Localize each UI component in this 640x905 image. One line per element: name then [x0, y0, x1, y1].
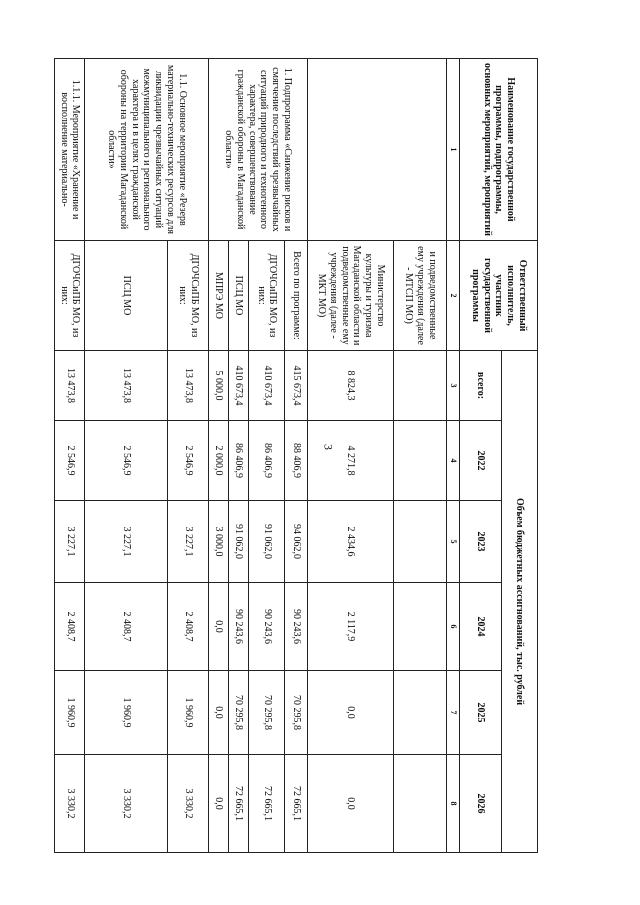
row-total: 410 673,4 [249, 351, 285, 421]
row-value: 2 117,9 [307, 583, 394, 671]
row-value: 2 408,7 [168, 583, 208, 671]
row-value: 90 243,6 [249, 583, 285, 671]
row-value: 70 295,8 [285, 671, 307, 755]
column-number: 8 [447, 755, 460, 853]
row-value [394, 501, 447, 583]
row-value: 2 546,9 [55, 421, 85, 501]
header-responsible: Ответственный исполнитель, участник государственной программы [460, 241, 538, 351]
row-value: 3 227,1 [168, 501, 208, 583]
row-value: 0,0 [208, 583, 228, 671]
row-responsible: Всего по программе: [285, 241, 307, 351]
row-value: 3 330,2 [55, 755, 85, 853]
row-total: 410 673,4 [228, 351, 248, 421]
row-name [307, 59, 446, 241]
row-name: 1. Подпрограмма «Снижение рисков и смягчение последствий чрезвычайных ситуаций природного и техногенного характера, совершенствование гражданской обороны в Магаданской области» [208, 59, 307, 241]
column-number: 1 [447, 59, 460, 241]
row-value: 70 295,8 [228, 671, 248, 755]
row-value: 91 062,0 [249, 501, 285, 583]
row-total: 8 824,3 [307, 351, 394, 421]
row-value: 3 330,2 [168, 755, 208, 853]
row-responsible: Министерство культуры и туризма Магаданской области и подведомственные ему учреждения (далее - МКТ МО) [307, 241, 394, 351]
row-value: 0,0 [208, 671, 228, 755]
column-number: 4 [447, 421, 460, 501]
row-value: 2 546,9 [168, 421, 208, 501]
table-row [285, 59, 307, 853]
row-value: 3 000,0 [208, 501, 228, 583]
row-value: 86 406,9 [228, 421, 248, 501]
row-name: 1.1. Основное мероприятие «Резерв материально-технических ресурсов для ликвидации чрезвычайных ситуаций межмуниципального и регионального характера и в целях гражданской обороны на территории Магаданской области» [85, 59, 208, 241]
row-responsible: ПСЦ МО [85, 241, 168, 351]
table-row [168, 59, 208, 853]
column-number: 5 [447, 501, 460, 583]
header-total: всего: [460, 351, 502, 421]
header-year: 2023 [460, 501, 502, 583]
row-value: 2 000,0 [208, 421, 228, 501]
header-year: 2022 [460, 421, 502, 501]
table-row [55, 59, 85, 853]
row-total: 415 673,4 [285, 351, 307, 421]
column-number: 2 [447, 241, 460, 351]
row-value: 91 062,0 [228, 501, 248, 583]
row-responsible: ПСЦ МО [228, 241, 248, 351]
table-row [394, 59, 447, 853]
row-responsible: ДГОЧСиПБ МО, из них: [55, 241, 85, 351]
row-value: 2 408,7 [55, 583, 85, 671]
header-year: 2025 [460, 671, 502, 755]
row-value: 2 434,6 [307, 501, 394, 583]
row-value [394, 583, 447, 671]
row-value: 2 546,9 [85, 421, 168, 501]
row-value: 72 665,1 [228, 755, 248, 853]
row-value: 3 227,1 [85, 501, 168, 583]
column-number: 7 [447, 671, 460, 755]
page-number: 3 [321, 444, 336, 450]
row-value: 72 665,1 [285, 755, 307, 853]
row-total: 5 000,0 [208, 351, 228, 421]
row-value: 0,0 [307, 671, 394, 755]
row-value: 4 271,8 [307, 421, 394, 501]
column-number: 3 [447, 351, 460, 421]
row-value [394, 421, 447, 501]
row-value: 3 330,2 [85, 755, 168, 853]
row-responsible: МПРЭ МО [208, 241, 228, 351]
row-value: 90 243,6 [228, 583, 248, 671]
row-total: 13 473,8 [168, 351, 208, 421]
row-value: 3 227,1 [55, 501, 85, 583]
row-value: 0,0 [208, 755, 228, 853]
row-name: 1.1.1. Мероприятие «Хранение и восполнение материально- [55, 59, 85, 241]
header-name: Наименование государственной программы, подпрограммы, основных мероприятий, мероприятий [460, 59, 538, 241]
column-number: 6 [447, 583, 460, 671]
row-value: 0,0 [307, 755, 394, 853]
row-value: 1 960,9 [168, 671, 208, 755]
header-budget: Объем бюджетных ассигнований, тыс. рублей [502, 351, 538, 853]
header-year: 2024 [460, 583, 502, 671]
row-total: 13 473,8 [55, 351, 85, 421]
row-value [394, 671, 447, 755]
row-value: 70 295,8 [249, 671, 285, 755]
row-value [394, 755, 447, 853]
header-year: 2026 [460, 755, 502, 853]
rotated-table-container [54, 58, 538, 852]
row-total: 13 473,8 [85, 351, 168, 421]
row-value: 94 062,0 [285, 501, 307, 583]
row-value: 1 960,9 [85, 671, 168, 755]
row-value: 90 243,6 [285, 583, 307, 671]
budget-table [54, 58, 538, 853]
row-value: 88 406,9 [285, 421, 307, 501]
row-value: 1 960,9 [55, 671, 85, 755]
row-value: 2 408,7 [85, 583, 168, 671]
row-value: 86 406,9 [249, 421, 285, 501]
row-responsible: ДГОЧСиПБ МО, из них: [249, 241, 285, 351]
row-responsible: и подведомственные ему учреждения (далее - МТСП МО) [394, 241, 447, 351]
row-responsible: ДГОЧСиПБ МО, из них: [168, 241, 208, 351]
row-total [394, 351, 447, 421]
document-page [54, 58, 538, 852]
row-value: 72 665,1 [249, 755, 285, 853]
